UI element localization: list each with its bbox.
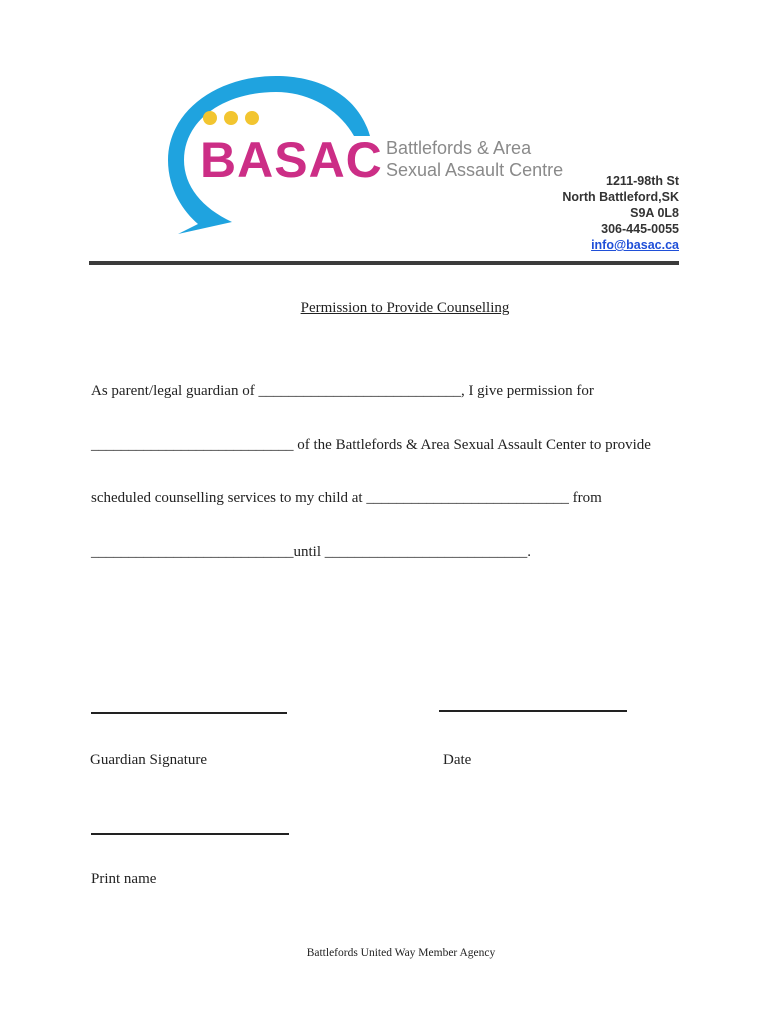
date-signature-line[interactable] bbox=[439, 710, 627, 712]
print-name-label: Print name bbox=[91, 871, 157, 887]
contact-city: North Battleford,SK bbox=[562, 190, 679, 204]
footer-text: Battlefords United Way Member Agency bbox=[306, 947, 496, 959]
header-divider bbox=[89, 261, 679, 265]
logo-wordmark: BASAC bbox=[200, 132, 383, 188]
contact-postal: S9A 0L8 bbox=[630, 206, 679, 220]
consent-line-4: ___________________________until ___________________________. bbox=[91, 544, 532, 560]
guardian-signature-label: Guardian Signature bbox=[90, 752, 208, 768]
contact-street: 1211-98th St bbox=[606, 174, 679, 188]
consent-line-2: ___________________________ of the Battlefords & Area Sexual Assault Center to provide bbox=[91, 437, 651, 453]
document-title: Permission to Provide Counselling bbox=[300, 300, 510, 316]
print-name-line[interactable] bbox=[91, 833, 289, 835]
logo-subtitle-line2: Sexual Assault Centre bbox=[386, 160, 564, 180]
consent-line-1: As parent/legal guardian of ___________________________, I give permission for bbox=[91, 383, 594, 399]
contact-phone: 306-445-0055 bbox=[601, 222, 679, 236]
consent-line-3: scheduled counselling services to my child at ___________________________ from bbox=[91, 490, 602, 506]
guardian-signature-line[interactable] bbox=[91, 712, 287, 714]
logo-subtitle bbox=[386, 137, 563, 181]
contact-block bbox=[562, 173, 679, 253]
date-label: Date bbox=[443, 752, 472, 768]
contact-email-link[interactable]: info@basac.ca bbox=[591, 238, 679, 252]
logo-subtitle-line1: Battlefords & Area bbox=[386, 138, 532, 158]
